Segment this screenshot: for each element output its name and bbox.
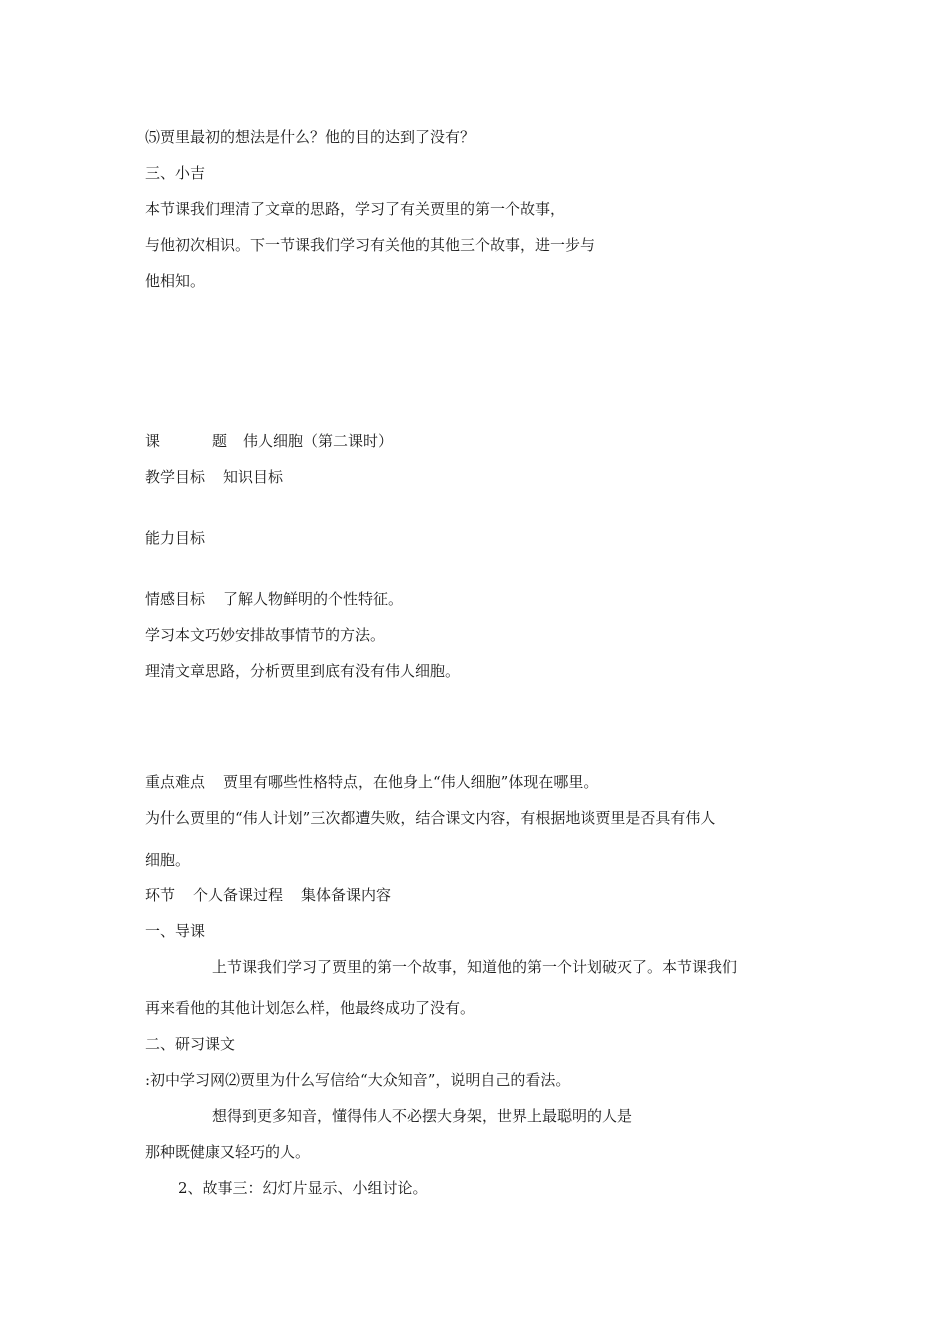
table-header-row <box>145 885 391 905</box>
story-3-line: 2、故事三：幻灯片显示、小组讨论。 <box>178 1179 428 1197</box>
answer-line-2: 那种既健康又轻巧的人。 <box>145 1143 311 1161</box>
summary-line-2: 与他初次相识。下一节课我们学习有关他的其他三个故事，进一步与 <box>145 236 596 254</box>
key-label: 重点难点 <box>145 773 206 791</box>
question-5: ⑸贾里最初的想法是什么？他的目的达到了没有？ <box>145 128 476 146</box>
title-label-a: 课 <box>145 432 161 450</box>
goal-line-2: 学习本文巧妙安排故事情节的方法。 <box>145 626 386 644</box>
emotion-text: 了解人物鲜明的个性特征。 <box>223 590 404 608</box>
summary-line-1: 本节课我们理清了文章的思路，学习了有关贾里的第一个故事， <box>145 200 566 218</box>
goals-label: 教学目标 <box>145 468 206 486</box>
summary-heading: 三、小吉 <box>145 164 206 182</box>
intro-heading: 一、导课 <box>145 922 206 940</box>
key-text: 贾里有哪些性格特点，在他身上“伟人细胞”体现在哪里。 <box>223 773 599 791</box>
key-line-2: 为什么贾里的“伟人计划”三次都遭失败，结合课文内容，有根据地谈贾里是否具有伟人 <box>145 809 716 827</box>
title-label-b: 题 <box>212 432 228 450</box>
ability-goal: 能力目标 <box>145 529 206 547</box>
intro-line-2: 再来看他的其他计划怎么样，他最终成功了没有。 <box>145 999 476 1017</box>
header-collective: 集体备课内容 <box>301 886 392 904</box>
goal-line-3: 理清文章思路，分析贾里到底有没有伟人细胞。 <box>145 662 461 680</box>
key-points-row <box>145 772 598 792</box>
key-line-3: 细胞。 <box>145 851 191 869</box>
answer-line-1: 想得到更多知音，懂得伟人不必摆大身架，世界上最聪明的人是 <box>212 1107 633 1125</box>
lesson-title: 伟人细胞（第二课时） <box>243 432 394 450</box>
emotion-row <box>145 589 403 609</box>
emotion-label: 情感目标 <box>145 590 206 608</box>
study-heading: 二、研习课文 <box>145 1035 236 1053</box>
header-stage: 环节 <box>145 886 176 904</box>
intro-line-1: 上节课我们学习了贾里的第一个故事，知道他的第一个计划破灭了。本节课我们 <box>212 958 738 976</box>
knowledge-goal: 知识目标 <box>223 468 284 486</box>
lesson-title-row <box>145 431 393 451</box>
summary-line-3: 他相知。 <box>145 272 206 290</box>
header-personal: 个人备课过程 <box>193 886 284 904</box>
study-question-2: :初中学习网⑵贾里为什么写信给“大众知音”，说明自己的看法。 <box>145 1071 571 1089</box>
goals-row <box>145 467 283 487</box>
